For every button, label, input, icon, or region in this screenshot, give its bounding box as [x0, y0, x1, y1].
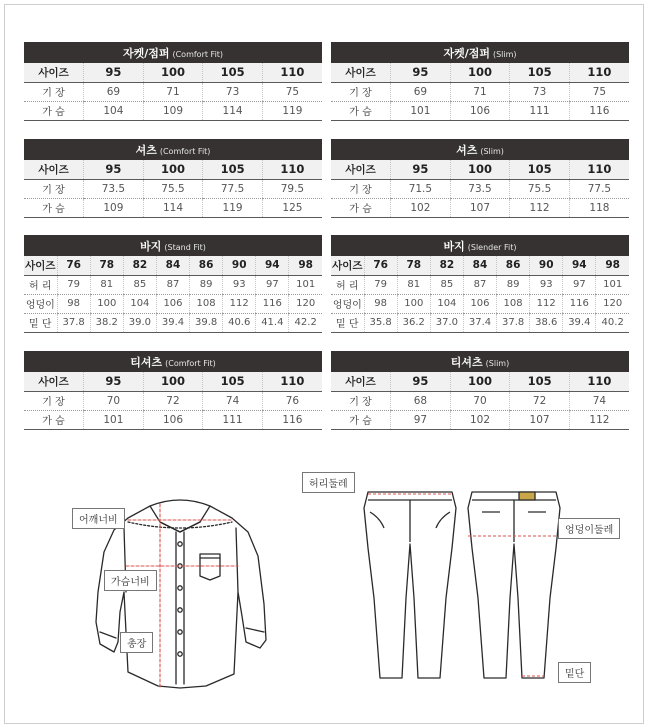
measurement-cell: 93 [223, 275, 256, 294]
table-title-text: 셔츠 [135, 143, 157, 157]
measurement-cell: 125 [262, 198, 322, 217]
measurement-row [24, 275, 322, 294]
measurement-label: 가 슴 [24, 101, 84, 120]
measurement-row [331, 391, 629, 410]
measurement-label: 기 장 [331, 82, 391, 101]
measurement-label: 기 장 [331, 391, 391, 410]
size-header-cell: 110 [262, 160, 322, 179]
size-header-cell: 98 [596, 256, 629, 275]
size-table-pants-slender [331, 235, 629, 333]
size-header-cell: 105 [203, 372, 263, 391]
measurement-cell: 75.5 [510, 179, 570, 198]
measurement-label: 허 리 [24, 275, 57, 294]
table-fit-type: (Comfort Fit) [165, 358, 216, 368]
measurement-row [24, 179, 322, 198]
measurement-cell: 102 [391, 198, 451, 217]
measurement-cell: 69 [391, 82, 451, 101]
measurement-cell: 37.0 [430, 313, 463, 332]
measurement-row [24, 391, 322, 410]
measurement-label: 기 장 [24, 179, 84, 198]
measurement-cell: 107 [510, 410, 570, 429]
size-header-cell: 95 [391, 372, 451, 391]
measurement-cell: 98 [364, 294, 397, 313]
measurement-cell: 109 [84, 198, 144, 217]
size-header-cell: 95 [391, 160, 451, 179]
measurement-label: 밑 단 [24, 313, 57, 332]
size-header-row [24, 160, 322, 179]
measurement-cell: 119 [203, 198, 263, 217]
measurement-cell: 42.2 [289, 313, 322, 332]
pants-back-illustration [464, 488, 564, 688]
measurement-cell: 70 [450, 391, 510, 410]
measurement-cell: 97 [391, 410, 451, 429]
size-header-cell: 76 [57, 256, 90, 275]
measurement-cell: 116 [256, 294, 289, 313]
size-header-cell: 110 [569, 372, 629, 391]
size-header-cell: 100 [450, 63, 510, 82]
measurement-cell: 71 [450, 82, 510, 101]
measurement-cell: 35.8 [364, 313, 397, 332]
measurement-cell: 40.2 [596, 313, 629, 332]
table-title [24, 42, 322, 63]
measurement-cell: 72 [143, 391, 203, 410]
measurement-cell: 36.2 [397, 313, 430, 332]
measurement-cell: 38.2 [90, 313, 123, 332]
measurement-cell: 107 [450, 198, 510, 217]
size-header-cell: 84 [156, 256, 189, 275]
measurement-cell: 38.6 [530, 313, 563, 332]
measurement-cell: 106 [143, 410, 203, 429]
table-title [24, 139, 322, 160]
measurement-cell: 39.0 [123, 313, 156, 332]
measurement-cell: 111 [510, 101, 570, 120]
size-header-cell: 84 [463, 256, 496, 275]
measurement-cell: 120 [289, 294, 322, 313]
size-header-cell: 110 [262, 372, 322, 391]
size-table-jacket-comfort [24, 42, 322, 121]
measurement-cell: 101 [391, 101, 451, 120]
measurement-cell: 97 [563, 275, 596, 294]
waist-circumference-label: 허리둘레 [302, 472, 355, 493]
measurement-cell: 104 [430, 294, 463, 313]
measurement-row [331, 101, 629, 120]
measurement-cell: 74 [569, 391, 629, 410]
size-table-shirt-slim [331, 139, 629, 218]
measurement-cell: 72 [510, 391, 570, 410]
size-header-label: 사이즈 [331, 372, 391, 391]
size-table-pants-stand [24, 235, 322, 333]
measurement-row [331, 82, 629, 101]
table-title-text: 셔츠 [456, 143, 478, 157]
size-header-cell: 110 [569, 160, 629, 179]
table-fit-type: (Slim) [480, 146, 504, 156]
size-header-row [24, 63, 322, 82]
measurement-cell: 73 [203, 82, 263, 101]
chest-width-label: 가슴너비 [104, 570, 157, 591]
size-header-row [24, 372, 322, 391]
size-header-cell: 100 [450, 160, 510, 179]
measurement-row [24, 410, 322, 429]
size-header-cell: 100 [143, 160, 203, 179]
measurement-cell: 100 [90, 294, 123, 313]
measurement-cell: 40.6 [223, 313, 256, 332]
measurement-label: 기 장 [24, 391, 84, 410]
measurement-cell: 73 [510, 82, 570, 101]
measurement-label: 가 슴 [331, 410, 391, 429]
size-header-label: 사이즈 [331, 160, 391, 179]
measurement-cell: 108 [190, 294, 223, 313]
size-header-cell: 94 [256, 256, 289, 275]
measurement-cell: 79 [364, 275, 397, 294]
size-header-label: 사이즈 [24, 63, 84, 82]
measurement-row [331, 410, 629, 429]
size-header-row [24, 256, 322, 275]
size-header-cell: 78 [90, 256, 123, 275]
measurement-cell: 114 [203, 101, 263, 120]
measurement-cell: 39.4 [563, 313, 596, 332]
measurement-cell: 79 [57, 275, 90, 294]
size-header-cell: 110 [262, 63, 322, 82]
measurement-cell: 118 [569, 198, 629, 217]
measurement-label: 기 장 [24, 82, 84, 101]
measurement-cell: 106 [450, 101, 510, 120]
size-header-cell: 94 [563, 256, 596, 275]
measurement-cell: 120 [596, 294, 629, 313]
size-table-shirt-comfort [24, 139, 322, 218]
size-header-label: 사이즈 [24, 160, 84, 179]
measurement-cell: 119 [262, 101, 322, 120]
measurement-cell: 112 [569, 410, 629, 429]
measurement-cell: 37.8 [57, 313, 90, 332]
measurement-cell: 77.5 [569, 179, 629, 198]
measurement-label: 가 슴 [331, 198, 391, 217]
measurement-cell: 39.4 [156, 313, 189, 332]
measurement-cell: 69 [84, 82, 144, 101]
table-title-text: 자켓/점퍼 [122, 46, 170, 60]
table-title [331, 42, 629, 63]
size-header-cell: 100 [450, 372, 510, 391]
measurement-cell: 112 [530, 294, 563, 313]
size-header-cell: 100 [143, 372, 203, 391]
size-header-cell: 95 [84, 63, 144, 82]
measurement-cell: 87 [156, 275, 189, 294]
measurement-cell: 41.4 [256, 313, 289, 332]
measurement-row [331, 313, 629, 332]
size-header-cell: 82 [430, 256, 463, 275]
measurement-cell: 102 [450, 410, 510, 429]
measurement-cell: 112 [223, 294, 256, 313]
measurement-label: 엉덩이 [24, 294, 57, 313]
size-table-jacket-slim [331, 42, 629, 121]
size-header-cell: 100 [143, 63, 203, 82]
measurement-row [331, 198, 629, 217]
measurement-row [24, 294, 322, 313]
size-header-cell: 95 [84, 372, 144, 391]
table-title [331, 235, 629, 256]
table-title-text: 티셔츠 [450, 355, 483, 369]
measurement-cell: 77.5 [203, 179, 263, 198]
measurement-cell: 106 [463, 294, 496, 313]
size-header-cell: 86 [497, 256, 530, 275]
measurement-cell: 81 [397, 275, 430, 294]
size-header-cell: 82 [123, 256, 156, 275]
size-table-tshirt-slim [331, 351, 629, 430]
measurement-cell: 101 [596, 275, 629, 294]
size-header-label: 사이즈 [24, 372, 84, 391]
table-title-text: 바지 [443, 239, 465, 253]
total-length-label: 총장 [120, 632, 153, 653]
size-header-cell: 105 [510, 160, 570, 179]
table-title [24, 235, 322, 256]
table-fit-type: (Comfort Fit) [159, 146, 211, 156]
measurement-row [24, 313, 322, 332]
measurement-cell: 116 [569, 101, 629, 120]
measurement-cell: 106 [156, 294, 189, 313]
measurement-cell: 75 [569, 82, 629, 101]
table-fit-type: (Stand Fit) [164, 242, 206, 252]
measurement-label: 가 슴 [24, 198, 84, 217]
size-header-cell: 105 [203, 63, 263, 82]
measurement-cell: 93 [530, 275, 563, 294]
table-title-text: 바지 [140, 239, 162, 253]
measurement-cell: 97 [256, 275, 289, 294]
measurement-row [24, 82, 322, 101]
measurement-cell: 37.4 [463, 313, 496, 332]
size-header-cell: 105 [510, 63, 570, 82]
measurement-cell: 73.5 [450, 179, 510, 198]
size-header-row [331, 372, 629, 391]
measurement-cell: 101 [289, 275, 322, 294]
table-title-text: 티셔츠 [130, 355, 163, 369]
size-header-cell: 76 [364, 256, 397, 275]
size-header-cell: 90 [530, 256, 563, 275]
measurement-cell: 75 [262, 82, 322, 101]
size-header-cell: 78 [397, 256, 430, 275]
measurement-cell: 111 [203, 410, 263, 429]
measurement-cell: 100 [397, 294, 430, 313]
measurement-cell: 75.5 [143, 179, 203, 198]
measurement-cell: 68 [391, 391, 451, 410]
size-header-cell: 110 [569, 63, 629, 82]
measurement-cell: 89 [497, 275, 530, 294]
measurement-cell: 104 [123, 294, 156, 313]
measurement-cell: 114 [143, 198, 203, 217]
size-header-cell: 90 [223, 256, 256, 275]
measurement-label: 가 슴 [24, 410, 84, 429]
table-fit-type: (Slim) [492, 49, 517, 59]
size-header-cell: 95 [391, 63, 451, 82]
measurement-cell: 71 [143, 82, 203, 101]
measurement-cell: 70 [84, 391, 144, 410]
measurement-cell: 108 [497, 294, 530, 313]
measurement-row [331, 179, 629, 198]
measurement-cell: 109 [143, 101, 203, 120]
table-fit-type: (Slender Fit) [467, 242, 517, 252]
size-header-label: 사이즈 [331, 256, 364, 275]
measurement-cell: 37.8 [497, 313, 530, 332]
measurement-row [331, 294, 629, 313]
measurement-cell: 89 [190, 275, 223, 294]
table-fit-type: (Comfort Fit) [172, 49, 224, 59]
shoulder-width-label: 어깨너비 [72, 508, 125, 529]
hip-circumference-label: 엉덩이둘레 [558, 518, 620, 539]
measurement-label: 엉덩이 [331, 294, 364, 313]
measurement-cell: 76 [262, 391, 322, 410]
measurement-cell: 71.5 [391, 179, 451, 198]
measurement-cell: 73.5 [84, 179, 144, 198]
size-header-row [331, 256, 629, 275]
size-table-tshirt-comfort [24, 351, 322, 430]
measurement-row [24, 198, 322, 217]
measurement-cell: 104 [84, 101, 144, 120]
size-header-cell: 86 [190, 256, 223, 275]
measurement-label: 밑 단 [331, 313, 364, 332]
measurement-cell: 39.8 [190, 313, 223, 332]
measurement-cell: 101 [84, 410, 144, 429]
measurement-label: 기 장 [331, 179, 391, 198]
hem-label: 밑단 [558, 662, 591, 683]
size-header-row [331, 160, 629, 179]
measurement-row [331, 275, 629, 294]
measurement-cell: 81 [90, 275, 123, 294]
measurement-row [24, 101, 322, 120]
size-header-cell: 98 [289, 256, 322, 275]
size-header-cell: 105 [203, 160, 263, 179]
measurement-cell: 85 [123, 275, 156, 294]
table-title [331, 139, 629, 160]
size-header-row [331, 63, 629, 82]
size-header-label: 사이즈 [24, 256, 57, 275]
measurement-cell: 74 [203, 391, 263, 410]
table-fit-type: (Slim) [485, 358, 510, 368]
table-title-text: 자켓/점퍼 [443, 46, 490, 60]
measurement-cell: 116 [563, 294, 596, 313]
measurement-cell: 98 [57, 294, 90, 313]
measurement-label: 허 리 [331, 275, 364, 294]
size-header-cell: 95 [84, 160, 144, 179]
size-header-cell: 105 [510, 372, 570, 391]
measurement-label: 가 슴 [331, 101, 391, 120]
measurement-cell: 87 [463, 275, 496, 294]
table-title [331, 351, 629, 372]
measurement-cell: 85 [430, 275, 463, 294]
table-title [24, 351, 322, 372]
measurement-cell: 79.5 [262, 179, 322, 198]
measurement-cell: 112 [510, 198, 570, 217]
pants-front-illustration [360, 488, 460, 688]
size-header-label: 사이즈 [331, 63, 391, 82]
measurement-cell: 116 [262, 410, 322, 429]
